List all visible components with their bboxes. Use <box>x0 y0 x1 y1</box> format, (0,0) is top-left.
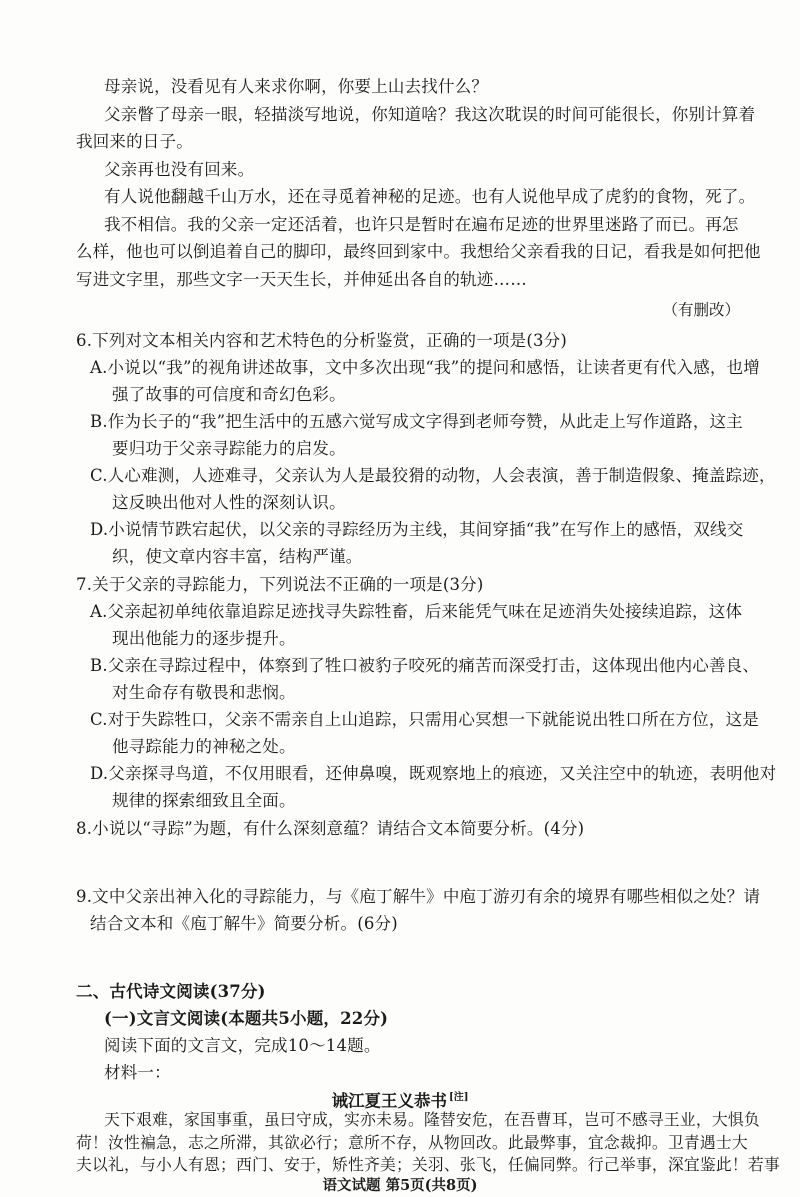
q6-option-c-line-1: C.人心难测，人迹难寻，父亲认为人是最狡猾的动物，人会表演，善于制造假象、掩盖踪迹， <box>90 466 776 485</box>
classical-title-text: 诫江夏王义恭书 <box>331 1091 448 1111</box>
material-one-label: 材料一： <box>104 1063 171 1082</box>
q7-option-c-line-2: 他寻踪能力的神秘之处。 <box>112 737 296 756</box>
q7-option-d-line-1: D.父亲探寻鸟道，不仅用眼看，还伸鼻嗅，既观察地上的痕迹，又关注空中的轨迹，表明他对 <box>90 764 777 783</box>
story-paragraph-2-line-2: 我回来的日子。 <box>76 132 193 151</box>
story-paragraph-5-line-3: 写进文字里，那些文字一天天生长，并伸延出各自的轨迹…… <box>76 270 527 289</box>
q9-stem-line-2: 结合文本和《庖丁解牛》简要分析。(6分) <box>90 914 398 933</box>
q6-option-a-line-2: 强了故事的可信度和奇幻色彩。 <box>112 385 346 404</box>
story-paragraph-5-line-2: 么样，他也可以倒追着自己的脚印，最终回到家中。我想给父亲看我的日记，看我是如何把他 <box>76 242 761 261</box>
q7-option-b-line-1: B.父亲在寻踪过程中，体察到了牲口被豹子咬死的痛苦而深受打击，这体现出他内心善良、 <box>90 656 760 675</box>
story-paragraph-2-line-1: 父亲瞥了母亲一眼，轻描淡写地说，你知道啥？我这次耽误的时间可能很长，你别计算着 <box>104 105 756 124</box>
story-paragraph-5-line-1: 我不相信。我的父亲一定还活着，也许只是暂时在遍布足迹的世界里迷路了而已。再怎 <box>104 215 739 234</box>
q7-stem: 7.关于父亲的寻踪能力，下列说法不正确的一项是(3分) <box>76 575 484 594</box>
story-paragraph-1: 母亲说，没看见有人来求你啊，你要上山去找什么？ <box>104 77 489 96</box>
q7-option-d-line-2: 规律的探索细致且全面。 <box>112 791 296 810</box>
q6-option-d-line-1: D.小说情节跌宕起伏，以父亲的寻踪经历为主线，其间穿插“我”在写作上的感悟，双线交 <box>90 520 744 539</box>
q6-option-a-line-1: A.小说以“我”的视角讲述故事，文中多次出现“我”的提问和感悟，让读者更有代入感，也增 <box>90 358 761 377</box>
q6-option-b-line-2: 要归功于父亲寻踪能力的启发。 <box>112 439 346 458</box>
story-paragraph-4: 有人说他翻越千山万水，还在寻觅着神秘的足迹。也有人说他早成了虎豹的食物，死了。 <box>104 187 756 206</box>
classical-text-line-2: 荷！汝性褊急，志之所滞，其欲必行；意所不存，从物回改。此最弊事，宜念裁抑。卫青遇士大 <box>76 1133 748 1152</box>
q7-option-a-line-2: 现出他能力的逐步提升。 <box>112 629 296 648</box>
note-marker: [注] <box>449 1092 469 1103</box>
source-note: （有删改） <box>662 301 740 319</box>
section-2-instruction: 阅读下面的文言文，完成10～14题。 <box>104 1036 381 1055</box>
q7-option-a-line-1: A.父亲起初单纯依靠追踪足迹找寻失踪牲畜，后来能凭气味在足迹消失处接续追踪，这体 <box>90 602 743 621</box>
q8-stem: 8.小说以“寻踪”为题，有什么深刻意蕴？请结合文本简要分析。(4分) <box>76 819 585 838</box>
section-2-heading: 二、古代诗文阅读(37分) <box>76 982 266 1001</box>
story-paragraph-3: 父亲再也没有回来。 <box>104 160 255 179</box>
section-2-subheading: (一)文言文阅读(本题共5小题，22分) <box>104 1009 389 1028</box>
q6-option-b-line-1: B.作为长子的“我”把生活中的五感六觉写成文字得到老师夸赞，从此走上写作道路，这主 <box>90 412 743 431</box>
classical-text-line-1: 天下艰难，家国事重，虽曰守成，实亦未易。隆替安危，在吾曹耳，岂可不感寻王业，大惧负 <box>104 1110 760 1129</box>
q7-option-b-line-2: 对生命存有敬畏和悲悯。 <box>112 683 296 702</box>
q6-option-c-line-2: 这反映出他对人性的深刻认识。 <box>112 493 346 512</box>
q6-stem: 6.下列对文本相关内容和艺术特色的分析鉴赏，正确的一项是(3分) <box>76 331 568 350</box>
q9-stem-line-1: 9.文中父亲出神入化的寻踪能力，与《庖丁解牛》中庖丁游刃有余的境界有哪些相似之处？请 <box>76 887 761 906</box>
classical-text-line-3: 夫以礼，与小人有恩；西门、安于，矫性齐美；关羽、张飞，任偏同弊。行己举事，深宜鉴此！若事 <box>76 1155 780 1174</box>
page-footer: 语文试题 第5页(共8页) <box>322 1177 478 1194</box>
q7-option-c-line-1: C.对于失踪牲口，父亲不需亲自上山追踪，只需用心冥想一下就能说出牲口所在方位，这是 <box>90 710 759 729</box>
q6-option-d-line-2: 织，使文章内容丰富，结构严谨。 <box>112 547 363 566</box>
